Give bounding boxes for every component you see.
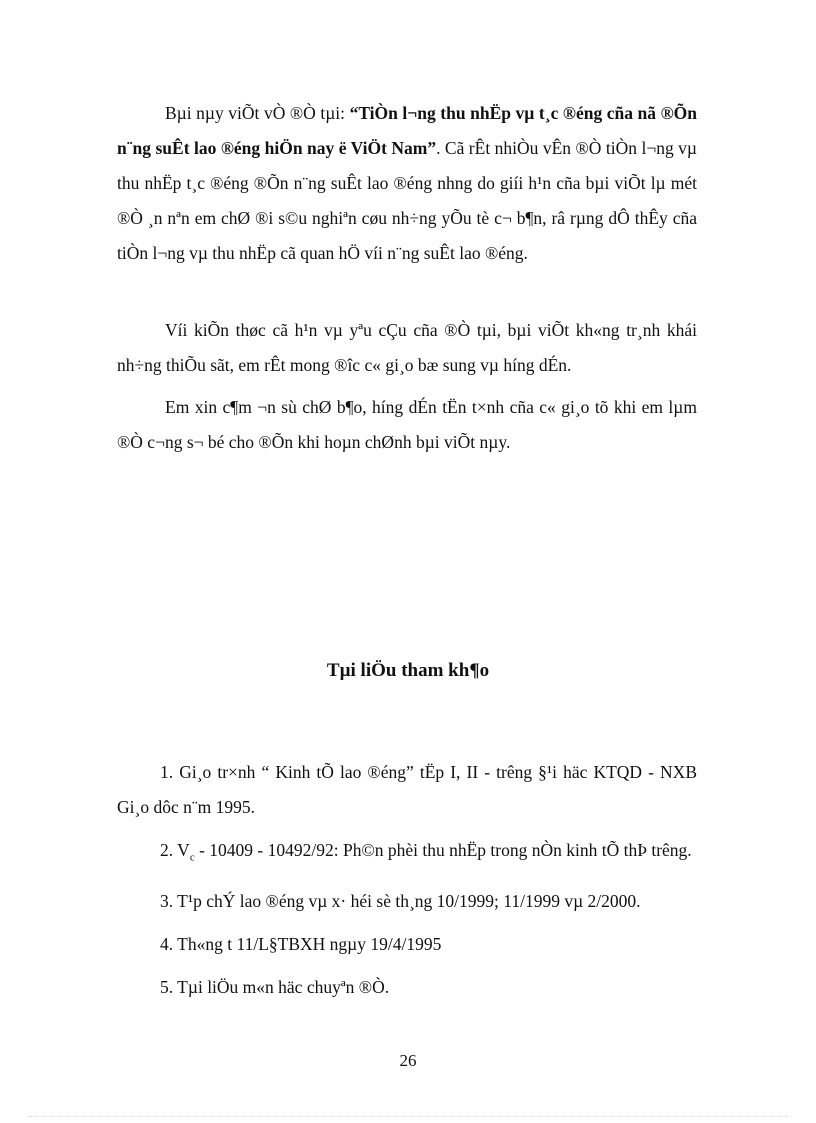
footer-divider — [28, 1116, 788, 1117]
reference-item-5: 5. Tµi liÖu m«n häc chuyªn ®Ò. — [160, 976, 390, 997]
reference-item-2-sub: c — [189, 851, 195, 864]
page-number: 26 — [399, 1051, 417, 1070]
reference-item-3: 3. T¹p chÝ lao ®éng vµ x· héi sè th¸ng 10/1999; 11/1999 vµ 2/2000. — [160, 890, 641, 911]
thanks-paragraph-block — [117, 390, 697, 460]
paragraph-limitations: Víi kiÕn thøc cã h¹n vµ yªu cÇu cña ®Ò tµi, bµi viÕt kh«ng tr¸nh khái nh÷ng thiÕu sãt, em rÊt mong ®îc c« gi¸o bæ sung vµ híng dÉn. — [117, 320, 697, 375]
paragraph-thanks: Em xin c¶m ¬n sù chØ b¶o, híng dÉn tËn t×nh cña c« gi¸o tõ khi em lµm ®Ò c¬ng s¬ bé cho ®Õn khi hoµn chØnh bµi viÕt nµy. — [117, 397, 697, 452]
intro-paragraph-block — [117, 96, 697, 271]
paragraph-topic — [117, 96, 697, 271]
reference-item-2-pre: 2. V — [160, 840, 190, 860]
references-list — [117, 755, 697, 1013]
reference-item-2 — [117, 833, 697, 876]
reference-item-4: 4. Th«ng t 11/L§TBXH ngµy 19/4/1995 — [160, 933, 442, 954]
reference-item-2-post: - 10409 - 10492/92: Ph©n phèi thu nhËp trong nÒn kinh tÕ thÞ trêng. — [194, 840, 692, 860]
references-heading: Tµi liÖu tham kh¶o — [326, 660, 490, 681]
paragraph-topic-title: “TiÒn l¬ng thu nhËp vµ t¸c ®éng cña nã ®Õn n¨ng suÊt lao ®éng hiÖn nay ë ViÖt Nam” — [117, 103, 697, 158]
paragraph-topic-lead: Bµi nµy viÕt vÒ ®Ò tµi: — [165, 103, 350, 123]
reference-item-1: 1. Gi¸o tr×nh “ Kinh tÕ lao ®éng” tËp I, II - trêng §¹i häc KTQD - NXB Gi¸o dôc n¨m 1995. — [117, 762, 697, 817]
paragraph-topic-rest: . Cã rÊt nhiÒu vÊn ®Ò tiÒn l¬ng vµ thu nhËp t¸c ®éng ®Õn n¨ng suÊt lao ®éng nhng do giíi h¹n cña bµi viÕt lµ mét ®Ò ¸n nªn em chØ ®i s©u nghiªn cøu nh÷ng yÕu tè c¬ b¶n, râ rµng dÔ thÊy cña tiÒn l¬ng vµ thu nhËp cã quan hÖ víi n¨ng suÊt lao ®éng. — [117, 138, 697, 263]
acknowledgement-paragraph-block — [117, 313, 697, 383]
